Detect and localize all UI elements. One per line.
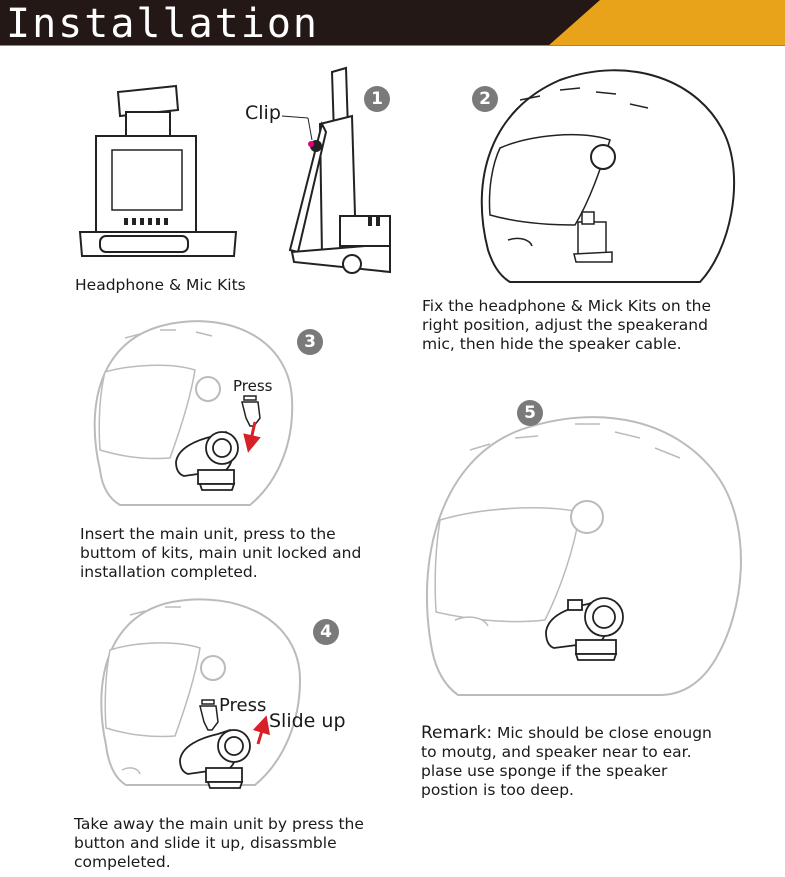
slide-up-label: Slide up	[269, 710, 346, 732]
clip-leader-line	[282, 116, 308, 118]
step2-caption	[422, 297, 711, 354]
step-badge-3: 3	[297, 329, 323, 355]
clip-marker	[308, 141, 314, 147]
press-label-step3: Press	[233, 377, 273, 395]
press-label-step4: Press	[219, 695, 267, 716]
caption-line: Insert the main unit, press to the	[80, 525, 336, 543]
caption-line: Fix the headphone & Mick Kits on the	[422, 297, 712, 315]
step3-caption	[80, 525, 361, 582]
step4-caption	[74, 815, 364, 872]
helmet-icon	[482, 70, 734, 282]
caption-line: Mic should be close enougn	[492, 724, 712, 742]
step-badge-5: 5	[517, 400, 543, 426]
mount-kit-front-icon	[80, 86, 236, 256]
kit-caption	[75, 276, 246, 295]
step-badge-1: 1	[364, 86, 390, 112]
clip-label: Clip	[245, 102, 281, 124]
helmet-icon	[95, 321, 293, 505]
step-badge-2: 2	[472, 86, 498, 112]
remark-label: Remark:	[421, 723, 493, 743]
caption-line: installation completed.	[80, 563, 258, 581]
remark-caption	[421, 724, 712, 800]
caption-line: right position, adjust the speakerand	[422, 316, 708, 334]
caption-line: compeleted.	[74, 853, 171, 871]
caption-line: button and slide it up, disassmble	[74, 834, 337, 852]
caption-line: Take away the main unit by press the	[74, 815, 364, 833]
step-badge-4: 4	[313, 619, 339, 645]
caption-line: mic, then hide the speaker cable.	[422, 335, 682, 353]
caption-line: postion is too deep.	[421, 781, 574, 799]
caption-line: plase use sponge if the speaker	[421, 762, 668, 780]
page-title: Installation	[6, 1, 319, 47]
remark-first-line	[421, 724, 712, 743]
caption-line: buttom of kits, main unit locked and	[80, 544, 362, 562]
caption-line: to moutg, and speaker near to ear.	[421, 743, 692, 761]
clip-leader-line-2	[308, 118, 312, 140]
caption-line: Headphone & Mic Kits	[75, 276, 246, 294]
